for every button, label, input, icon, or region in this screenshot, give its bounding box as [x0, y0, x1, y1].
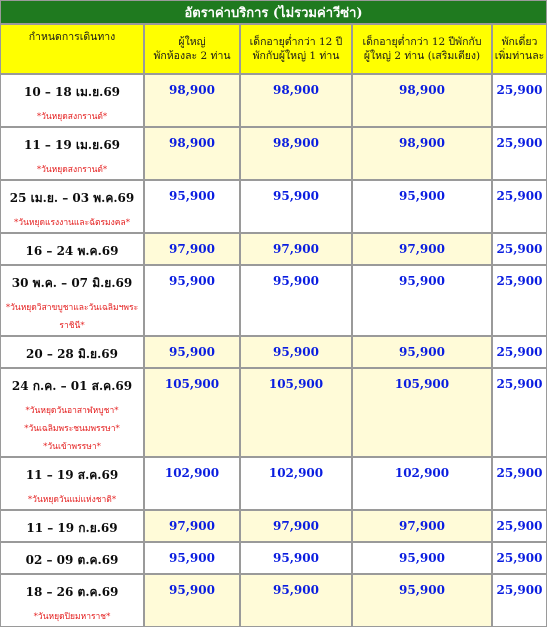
single-supplement-price-cell [492, 510, 547, 542]
child-with-adult-price: 95,900 [273, 345, 319, 359]
adult-price: 98,900 [169, 83, 215, 97]
table-row [0, 574, 547, 627]
child-with-adult-price: 97,900 [273, 242, 319, 256]
single-supplement-price: 25,900 [496, 583, 543, 597]
column-header-line: ผู้ใหญ่ [178, 36, 206, 48]
adult-price-cell [144, 74, 240, 127]
holiday-notes [1, 161, 143, 179]
child-with-adult-price: 105,900 [268, 377, 324, 391]
travel-period-cell [0, 457, 144, 510]
adult-price: 95,900 [169, 583, 215, 597]
single-supplement-price-cell [492, 180, 547, 233]
child-with-adult-price-cell [240, 457, 352, 510]
child-extra-bed-price: 98,900 [399, 136, 445, 150]
holiday-note: *วันหยุดวันอาสาฬหบูชา* [25, 406, 119, 416]
column-header [492, 24, 547, 74]
child-extra-bed-price: 95,900 [399, 189, 445, 203]
child-extra-bed-price-cell [352, 233, 492, 265]
holiday-notes [1, 108, 143, 126]
column-header-line: เด็กอายุต่ำกว่า 12 ปี [249, 36, 343, 48]
travel-period-cell [0, 74, 144, 127]
child-with-adult-price: 98,900 [273, 83, 319, 97]
adult-price-cell [144, 542, 240, 574]
single-supplement-price-cell [492, 74, 547, 127]
holiday-notes [1, 491, 143, 509]
adult-price-cell [144, 574, 240, 627]
child-with-adult-price-cell [240, 180, 352, 233]
child-extra-bed-price: 95,900 [399, 583, 445, 597]
holiday-notes [1, 299, 143, 335]
adult-price: 97,900 [169, 242, 215, 256]
single-supplement-price: 25,900 [496, 136, 543, 150]
child-with-adult-price: 95,900 [273, 583, 319, 597]
single-supplement-price-cell [492, 542, 547, 574]
column-header-line: พักเดี่ยว [501, 36, 538, 48]
column-header [240, 24, 352, 74]
table-row [0, 336, 547, 368]
travel-dates: 24 ก.ค. – 01 ส.ค.69 [11, 379, 133, 393]
table-row [0, 127, 547, 180]
holiday-notes [1, 402, 143, 456]
travel-dates: 20 – 28 มิ.ย.69 [26, 347, 118, 361]
child-with-adult-price-cell [240, 510, 352, 542]
child-with-adult-price: 95,900 [273, 274, 319, 288]
adult-price-cell [144, 180, 240, 233]
child-extra-bed-price-cell [352, 336, 492, 368]
child-extra-bed-price: 102,900 [394, 466, 450, 480]
table-row [0, 510, 547, 542]
holiday-note: *วันหยุดปิยมหาราช* [33, 612, 111, 622]
single-supplement-price: 25,900 [496, 274, 543, 288]
travel-dates: 10 – 18 เม.ย.69 [23, 85, 121, 99]
child-extra-bed-price-cell [352, 127, 492, 180]
table-row [0, 368, 547, 457]
child-with-adult-price: 98,900 [273, 136, 319, 150]
column-header-line: พักกับผู้ใหญ่ 1 ท่าน [252, 50, 340, 62]
child-extra-bed-price: 95,900 [399, 345, 445, 359]
adult-price: 95,900 [169, 189, 215, 203]
travel-dates: 18 – 26 ต.ค.69 [25, 585, 119, 599]
holiday-notes [1, 214, 143, 232]
child-with-adult-price: 95,900 [273, 189, 319, 203]
single-supplement-price: 25,900 [496, 189, 543, 203]
travel-dates: 11 – 19 ก.ย.69 [26, 521, 118, 535]
single-supplement-price-cell [492, 127, 547, 180]
single-supplement-price: 25,900 [496, 466, 543, 480]
column-header-line: ผู้ใหญ่ 2 ท่าน (เสริมเตียง) [363, 50, 481, 62]
travel-dates: 16 – 24 พ.ค.69 [25, 244, 119, 258]
child-extra-bed-price: 97,900 [399, 519, 445, 533]
adult-price: 95,900 [169, 345, 215, 359]
single-supplement-price-cell [492, 457, 547, 510]
table-row [0, 265, 547, 336]
child-with-adult-price: 97,900 [273, 519, 319, 533]
table-row [0, 542, 547, 574]
child-extra-bed-price-cell [352, 510, 492, 542]
table-row [0, 233, 547, 265]
column-header-line: เพิ่มท่านละ [494, 50, 545, 62]
child-extra-bed-price-cell [352, 368, 492, 457]
table-row [0, 74, 547, 127]
column-header-line: กำหนดการเดินทาง [28, 31, 116, 43]
adult-price-cell [144, 336, 240, 368]
adult-price-cell [144, 233, 240, 265]
adult-price: 95,900 [169, 551, 215, 565]
child-with-adult-price-cell [240, 74, 352, 127]
adult-price-cell [144, 510, 240, 542]
single-supplement-price-cell [492, 368, 547, 457]
travel-dates: 11 – 19 เม.ย.69 [23, 138, 121, 152]
travel-period-cell [0, 265, 144, 336]
single-supplement-price: 25,900 [496, 83, 543, 97]
child-extra-bed-price-cell [352, 542, 492, 574]
header-row [0, 24, 547, 74]
travel-period-cell [0, 180, 144, 233]
child-extra-bed-price-cell [352, 457, 492, 510]
single-supplement-price: 25,900 [496, 377, 543, 391]
child-with-adult-price-cell [240, 265, 352, 336]
travel-dates: 11 – 19 ส.ค.69 [25, 468, 119, 482]
single-supplement-price-cell [492, 233, 547, 265]
adult-price: 102,900 [164, 466, 220, 480]
travel-period-cell [0, 574, 144, 627]
adult-price: 98,900 [169, 136, 215, 150]
single-supplement-price: 25,900 [496, 242, 543, 256]
column-header [144, 24, 240, 74]
holiday-note: *วันหยุดสงกรานต์* [36, 112, 108, 122]
adult-price: 105,900 [164, 377, 220, 391]
holiday-note: *วันเฉลิมพระชนมพรรษา* [24, 424, 120, 434]
single-supplement-price-cell [492, 574, 547, 627]
travel-dates: 02 – 09 ต.ค.69 [25, 553, 119, 567]
travel-period-cell [0, 233, 144, 265]
holiday-note: *วันหยุดวันแม่แห่งชาติ* [27, 495, 117, 505]
holiday-note: *วันหยุดสงกรานต์* [36, 165, 108, 175]
child-with-adult-price-cell [240, 233, 352, 265]
adult-price-cell [144, 457, 240, 510]
table-row [0, 180, 547, 233]
table-row [0, 457, 547, 510]
adult-price: 95,900 [169, 274, 215, 288]
child-extra-bed-price-cell [352, 574, 492, 627]
single-supplement-price: 25,900 [496, 519, 543, 533]
column-header [352, 24, 492, 74]
adult-price-cell [144, 265, 240, 336]
child-with-adult-price: 102,900 [268, 466, 324, 480]
column-header-line: เด็กอายุต่ำกว่า 12 ปีพักกับ [362, 36, 482, 48]
travel-dates: 25 เม.ย. – 03 พ.ค.69 [9, 191, 135, 205]
travel-period-cell [0, 368, 144, 457]
child-extra-bed-price: 97,900 [399, 242, 445, 256]
travel-period-cell [0, 127, 144, 180]
travel-period-cell [0, 542, 144, 574]
travel-period-cell [0, 510, 144, 542]
child-extra-bed-price-cell [352, 74, 492, 127]
table-title: อัตราค่าบริการ (ไม่รวมค่าวีซ่า) [0, 0, 547, 24]
child-extra-bed-price: 98,900 [399, 83, 445, 97]
child-with-adult-price-cell [240, 336, 352, 368]
child-extra-bed-price: 95,900 [399, 274, 445, 288]
column-header [0, 24, 144, 74]
single-supplement-price-cell [492, 336, 547, 368]
single-supplement-price-cell [492, 265, 547, 336]
holiday-note: *วันหยุดวิสาขบูชาและวันเฉลิมฯพระราชินี* [5, 303, 139, 331]
single-supplement-price: 25,900 [496, 345, 543, 359]
child-extra-bed-price: 105,900 [394, 377, 450, 391]
child-extra-bed-price: 95,900 [399, 551, 445, 565]
column-header-line: พักห้องละ 2 ท่าน [153, 50, 231, 62]
travel-period-cell [0, 336, 144, 368]
child-with-adult-price-cell [240, 368, 352, 457]
child-with-adult-price-cell [240, 542, 352, 574]
child-extra-bed-price-cell [352, 265, 492, 336]
child-with-adult-price-cell [240, 574, 352, 627]
holiday-note: *วันหยุดแรงงานและฉัตรมงคล* [14, 218, 130, 228]
child-extra-bed-price-cell [352, 180, 492, 233]
holiday-notes [1, 608, 143, 626]
single-supplement-price: 25,900 [496, 551, 543, 565]
adult-price-cell [144, 127, 240, 180]
travel-dates: 30 พ.ค. – 07 มิ.ย.69 [11, 276, 133, 290]
adult-price-cell [144, 368, 240, 457]
holiday-note: *วันเข้าพรรษา* [43, 442, 101, 452]
adult-price: 97,900 [169, 519, 215, 533]
child-with-adult-price: 95,900 [273, 551, 319, 565]
child-with-adult-price-cell [240, 127, 352, 180]
